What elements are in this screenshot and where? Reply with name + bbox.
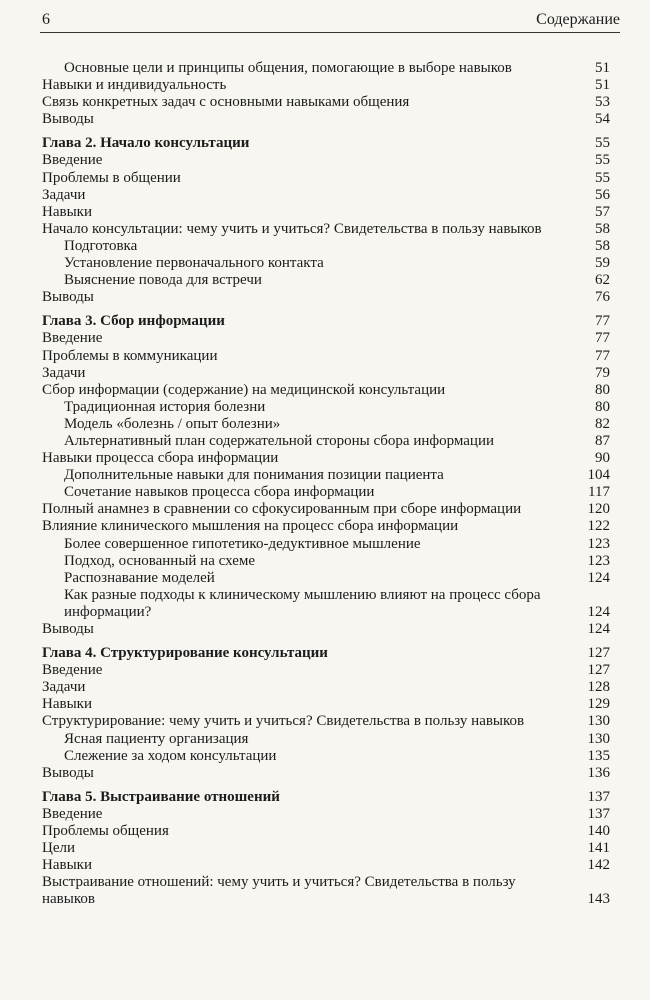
toc-entry: [42, 765, 610, 782]
toc-entry-page: 82: [595, 415, 610, 432]
toc-entry-page: 137: [587, 805, 610, 822]
toc-entry: [42, 806, 610, 823]
toc-entry: [42, 840, 610, 857]
toc-entry-title: Основные цели и принципы общения, помогающие в выборе навыков: [64, 60, 512, 76]
toc-entry: [42, 382, 610, 399]
toc-entry-page: 128: [587, 679, 610, 696]
toc-entry: [42, 238, 610, 255]
toc-entry: [42, 365, 610, 382]
toc-entry: [42, 204, 610, 221]
toc-entry: [42, 748, 610, 765]
toc-entry-title: Цели: [42, 840, 76, 857]
toc-entry-page: 122: [587, 518, 610, 535]
toc-entry-page: 57: [595, 203, 610, 220]
toc-entry-page: 51: [595, 60, 610, 76]
toc-entry-page: 127: [587, 662, 610, 679]
toc-entry-page: 53: [595, 94, 610, 111]
toc-entry-title: Слежение за ходом консультации: [64, 747, 277, 764]
toc-entry-title: Альтернативный план содержательной стороны сбора информации: [64, 432, 495, 449]
toc-entry-page: 140: [587, 823, 610, 840]
toc-entry: [42, 289, 610, 306]
toc-entry-page: 104: [587, 467, 610, 484]
toc-entry-page: 76: [595, 289, 610, 306]
toc-entry-page: 79: [595, 364, 610, 381]
toc-entry-title: Навыки: [42, 696, 92, 713]
toc-entry-page: 54: [595, 111, 610, 128]
toc-entry-page: 56: [595, 186, 610, 203]
toc-entry: [42, 501, 610, 518]
toc-entry-title: Выводы: [42, 764, 94, 781]
toc-entry-page: 124: [587, 621, 610, 637]
toc-entry-title: Ясная пациенту организация: [64, 730, 249, 747]
toc-entry: [42, 679, 610, 696]
toc-entry: [42, 536, 610, 553]
toc-entry: [42, 272, 610, 289]
toc-entry: [42, 416, 610, 433]
toc-entry: [42, 433, 610, 450]
toc-entry-page: 117: [588, 484, 610, 501]
chapter-heading: [42, 789, 610, 806]
toc-entry-page: 124: [587, 569, 610, 586]
toc-entry-title: Выводы: [42, 621, 94, 637]
toc-entry: [42, 399, 610, 416]
toc-entry: [42, 518, 610, 535]
toc-entry-page: 55: [595, 169, 610, 186]
toc-entry-title: Подготовка: [64, 237, 138, 254]
toc-entry-title: Структурирование: чему учить и учиться? Свидетельства в пользу навыков: [42, 713, 525, 730]
toc-entry-title: Сбор информации (содержание) на медицинской консультации: [42, 381, 446, 398]
toc-entry-page: 129: [587, 696, 610, 713]
toc-entry-page: 137: [587, 788, 610, 805]
toc-entry: [42, 170, 610, 187]
toc-entry: [42, 152, 610, 169]
toc-entry: [42, 467, 610, 484]
toc-entry-page: 141: [587, 840, 610, 857]
page-number: 6: [42, 11, 50, 28]
toc-entry: [42, 857, 610, 874]
toc-entry-title: Введение: [42, 330, 103, 347]
toc-entry-title: Введение: [42, 662, 103, 679]
toc-entry: [42, 330, 610, 347]
toc-entry-title: Распознавание моделей: [64, 569, 215, 586]
toc-entry-title: Выстраивание отношений: чему учить и учиться? Свидетельства в пользу навыков: [42, 874, 516, 908]
toc-entry: [42, 823, 610, 840]
toc-entry-page: 127: [587, 645, 610, 662]
toc-entry-page: 123: [587, 552, 610, 569]
running-header: [40, 8, 620, 33]
toc-entry-title: Выводы: [42, 111, 94, 128]
toc-entry: [42, 60, 610, 77]
toc-entry-title: Проблемы в общении: [42, 169, 181, 186]
toc-entry: [42, 111, 610, 128]
toc-entry-title: Задачи: [42, 679, 86, 696]
toc-entry: [42, 713, 610, 730]
toc-entry-page: 55: [595, 135, 610, 152]
toc-entry-title: Проблемы в коммуникации: [42, 347, 218, 364]
table-of-contents: [42, 60, 610, 909]
toc-entry-title: Выяснение повода для встречи: [64, 272, 262, 289]
toc-entry-page: 59: [595, 255, 610, 272]
toc-entry-title: Начало консультации: чему учить и учиться? Свидетельства в пользу навыков: [42, 220, 542, 237]
toc-entry-title: Сочетание навыков процесса сбора информации: [64, 484, 375, 501]
toc-entry-title: Навыки: [42, 203, 92, 220]
toc-entry-title: Полный анамнез в сравнении со сфокусированным при сборе информации: [42, 501, 522, 518]
toc-entry-title: Проблемы общения: [42, 823, 169, 840]
toc-entry-title: Модель «болезнь / опыт болезни»: [64, 415, 281, 432]
toc-entry: [42, 696, 610, 713]
toc-entry-page: 142: [587, 857, 610, 874]
toc-entry-title: Установление первоначального контакта: [64, 255, 324, 272]
chapter-heading: [42, 135, 610, 152]
toc-entry-page: 51: [595, 77, 610, 94]
toc-entry: [42, 348, 610, 365]
toc-entry-title: Подход, основанный на схеме: [64, 552, 256, 569]
chapter-heading: [42, 645, 610, 662]
toc-entry: [42, 662, 610, 679]
toc-entry-title: Связь конкретных задач с основными навыками общения: [42, 94, 410, 111]
toc-entry-page: 136: [587, 764, 610, 781]
toc-entry-page: 130: [587, 730, 610, 747]
toc-entry-page: 77: [595, 330, 610, 347]
toc-entry-title: Более совершенное гипотетико-дедуктивное мышление: [64, 535, 421, 552]
toc-entry-page: 77: [595, 313, 610, 330]
toc-entry-page: 55: [595, 152, 610, 169]
toc-entry-page: 58: [595, 220, 610, 237]
toc-entry: [42, 484, 610, 501]
toc-entry-page: 130: [587, 713, 610, 730]
toc-entry-page: 77: [595, 347, 610, 364]
toc-entry-title: Задачи: [42, 186, 86, 203]
toc-entry-page: 80: [595, 398, 610, 415]
toc-entry: [42, 221, 610, 238]
running-title: Содержание: [536, 11, 620, 28]
toc-entry-title: Навыки: [42, 857, 92, 874]
toc-entry: [42, 255, 610, 272]
toc-entry-title: Задачи: [42, 364, 86, 381]
toc-entry: [42, 450, 610, 467]
toc-entry-title: Выводы: [42, 289, 94, 306]
toc-entry-page: 58: [595, 237, 610, 254]
toc-entry-title: Как разные подходы к клиническому мышлению влияют на процесс сбора информации?: [64, 586, 541, 620]
toc-entry-title: Глава 2. Начало консультации: [42, 135, 250, 152]
toc-entry-title: Введение: [42, 152, 103, 169]
toc-entry: [42, 570, 610, 587]
toc-entry-title: Глава 3. Сбор информации: [42, 313, 225, 330]
toc-entry-page: 87: [595, 432, 610, 449]
toc-entry-page: 123: [587, 535, 610, 552]
toc-entry-page: 124: [587, 603, 610, 620]
toc-entry: [42, 187, 610, 204]
toc-entry-title: Навыки и индивидуальность: [42, 77, 227, 94]
toc-entry: [42, 874, 610, 908]
toc-entry-title: Навыки процесса сбора информации: [42, 450, 279, 467]
toc-entry-title: Дополнительные навыки для понимания позиции пациента: [64, 467, 444, 484]
toc-entry-page: 120: [587, 501, 610, 518]
toc-entry: [42, 94, 610, 111]
toc-entry: [42, 77, 610, 94]
toc-entry: [42, 553, 610, 570]
toc-entry: [42, 621, 610, 638]
toc-entry: [42, 587, 610, 621]
toc-entry-title: Глава 4. Структурирование консультации: [42, 645, 328, 662]
toc-entry-page: 135: [587, 747, 610, 764]
chapter-heading: [42, 313, 610, 330]
toc-entry-title: Традиционная история болезни: [64, 398, 266, 415]
toc-entry: [42, 731, 610, 748]
toc-entry-page: 143: [587, 891, 610, 908]
toc-entry-title: Глава 5. Выстраивание отношений: [42, 788, 280, 805]
toc-entry-page: 90: [595, 450, 610, 467]
toc-entry-page: 80: [595, 381, 610, 398]
toc-entry-title: Влияние клинического мышления на процесс сбора информации: [42, 518, 459, 535]
toc-entry-page: 62: [595, 272, 610, 289]
toc-entry-title: Введение: [42, 805, 103, 822]
